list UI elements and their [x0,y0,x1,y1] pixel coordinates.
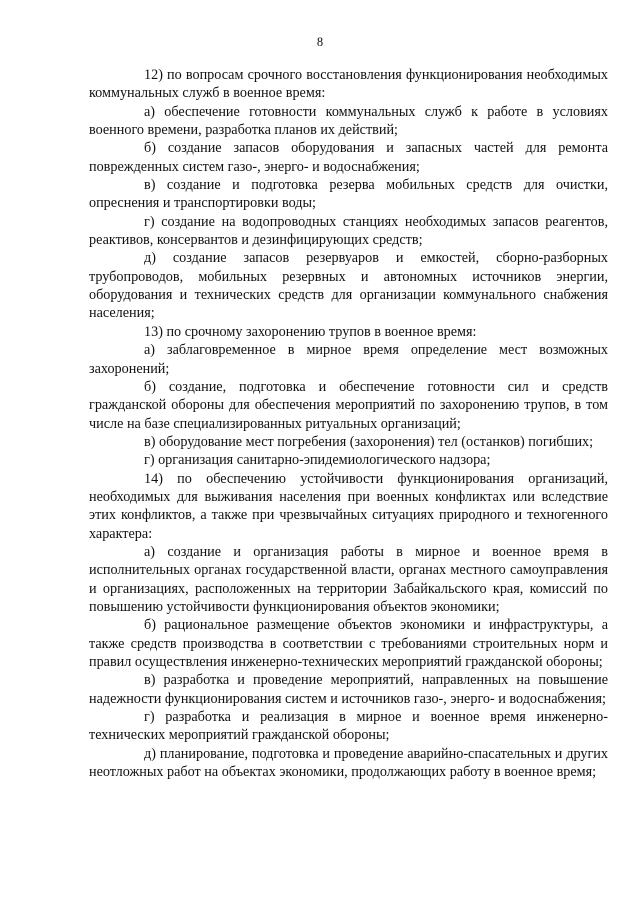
paragraph-12: 12) по вопросам срочного восстановления функционирования необходимых коммунальных служб в военное время: [89,67,608,102]
paragraph-14v: в) разработка и проведение мероприятий, направленных на повышение надежности функционирования систем и источников газо-, энерго- и водоснабжения; [89,672,608,707]
paragraph-12a: а) обеспечение готовности коммунальных служб к работе в условиях военного времени, разработка планов их действий; [89,103,608,139]
paragraph-14b: б) рациональное размещение объектов экономики и инфраструктуры, а также средств производства в соответствии с требованиями строительных норм и правил осуществления инженерно-технических мероприятий гражданской обороны; [89,617,608,670]
paragraph-13a: а) заблаговременное в мирное время определение мест возможных захоронений; [89,342,608,377]
paragraph-12b: б) создание запасов оборудования и запасных частей для ремонта поврежденных систем газо-, энерго- и водоснабжения; [89,140,608,175]
paragraph-13g: г) организация санитарно-эпидемиологического надзора; [144,452,491,469]
paragraph-13v: в) оборудование мест погребения (захоронения) тел (останков) погибших; [144,433,594,450]
paragraph-14d: д) планирование, подготовка и проведение аварийно-спасательных и других неотложных работ на объектах экономики, продолжающих работу в военное время; [89,745,608,781]
paragraph-14g: г) разработка и реализация в мирное и военное время инженерно-технических мероприятий гражданской обороны; [89,709,608,744]
document-body [89,66,608,781]
paragraph-14: 14) по обеспечению устойчивости функционирования организаций, необходимых для выживания населения при военных конфликтах или вследствие этих конфликтов, а также при чрезвычайных ситуациях природного и техногенного характера: [89,470,608,542]
paragraph-12v: в) создание и подготовка резерва мобильных средств для очистки, опреснения и транспортировки воды; [89,177,608,212]
paragraph-12d: д) создание запасов резервуаров и емкостей, сборно-разборных трубопроводов, мобильных резервных и автономных источников энергии, оборудования и технических средств для организации коммунального снабжения населения; [89,250,608,322]
paragraph-13b: б) создание, подготовка и обеспечение готовности сил и средств гражданской обороны для обеспечения мероприятий по захоронению трупов, в том числе на базе специализированных ритуальных организаций; [89,378,608,432]
paragraph-13: 13) по срочному захоронению трупов в военное время: [144,323,477,340]
page-number: 8 [316,35,324,49]
paragraph-14a: а) создание и организация работы в мирное и военное время в исполнительных органах государственной власти, органах местного самоуправления и организациях, расположенных на территории Забайкальского края, комиссий по повышению устойчивости функционирования объектов экономики; [89,543,608,615]
paragraph-12g: г) создание на водопроводных станциях необходимых запасов реагентов, реактивов, консервантов и дезинфицирующих средств; [89,213,608,249]
